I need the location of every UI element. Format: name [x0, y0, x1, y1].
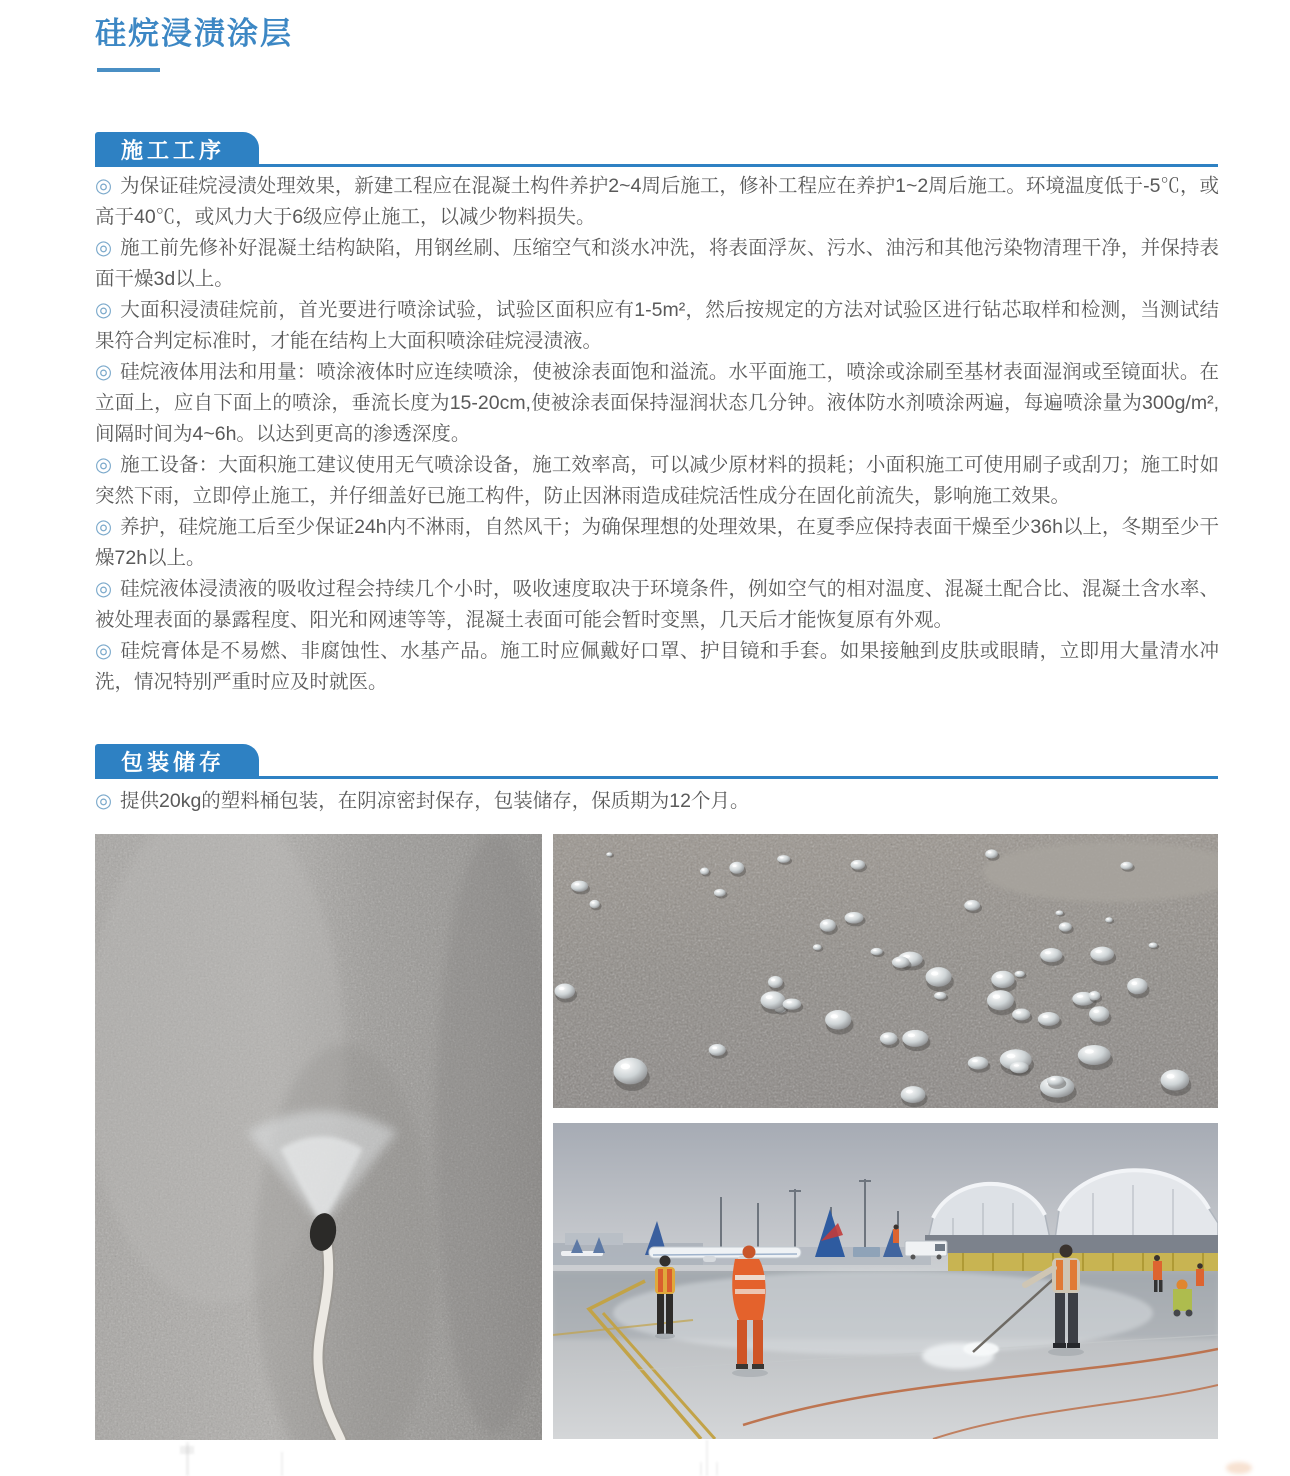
page-bleed-ghost [180, 1446, 194, 1454]
bullet-item [95, 295, 1219, 357]
bullet-item [95, 512, 1219, 574]
bullet-item [95, 450, 1219, 512]
bullet-icon: ◎ [95, 299, 113, 321]
photo-water-beading [553, 834, 1218, 1108]
bullet-icon: ◎ [95, 454, 113, 476]
page-title: 硅烷浸渍涂层 [95, 16, 293, 51]
bullet-text: 大面积浸渍硅烷前，首光要进行喷涂试验，试验区面积应有1-5m²，然后按规定的方法对试验区进行钻芯取样和检测，当测试结果符合判定标准时，才能在结构上大面积喷涂硅烷浸渍液。 [95, 299, 1220, 352]
packaging-storage-text [95, 786, 1219, 817]
section-rule [95, 776, 1218, 779]
bullet-item [95, 171, 1219, 233]
bullet-text: 施工设备：大面积施工建议使用无气喷涂设备，施工效率高，可以减少原材料的损耗；小面积施工可使用刷子或刮刀；施工时如突然下雨，立即停止施工，并仔细盖好已施工构件，防止因淋雨造成硅烷活性成分在固化前流失，影响施工效果。 [95, 454, 1219, 507]
bullet-text: 硅烷膏体是不易燃、非腐蚀性、水基产品。施工时应佩戴好口罩、护目镜和手套。如果接触到皮肤或眼睛，立即用大量清水冲洗，情况特别严重时应及时就医。 [95, 640, 1219, 693]
section-heading: 施工工序 [121, 138, 226, 163]
bullet-text: 提供20kg的塑料桶包装，在阴凉密封保存，包装储存，保质期为12个月。 [120, 790, 750, 812]
page-bleed-ghost [700, 1462, 718, 1476]
section-tab-construction-procedure [95, 132, 259, 167]
photo-airport-spraying [553, 1123, 1218, 1439]
bullet-icon: ◎ [95, 640, 113, 662]
bullet-icon: ◎ [95, 361, 113, 383]
bullet-text: 硅烷液体浸渍液的吸收过程会持续几个小时，吸收速度取决于环境条件，例如空气的相对温度、混凝土配合比、混凝土含水率、被处理表面的暴露程度、阳光和网速等等，混凝土表面可能会暂时变黑，几天后才能恢复原有外观。 [95, 578, 1219, 631]
section-rule [95, 164, 1218, 167]
section-tab-packaging-storage [95, 744, 259, 779]
bullet-text: 养护，硅烷施工后至少保证24h内不淋雨，自然风干；为确保理想的处理效果，在夏季应保持表面干燥至少36h以上，冬期至少干燥72h以上。 [95, 516, 1220, 569]
bullet-icon: ◎ [95, 578, 113, 600]
bullet-text: 施工前先修补好混凝土结构缺陷，用钢丝刷、压缩空气和淡水冲洗，将表面浮灰、污水、油污和其他污染物清理干净，并保持表面干燥3d以上。 [95, 237, 1219, 290]
bullet-item [95, 233, 1219, 295]
bullet-text: 为保证硅烷浸渍处理效果，新建工程应在混凝土构件养护2~4周后施工，修补工程应在养护1~2周后施工。环境温度低于-5℃，或高于40℃，或风力大于6级应停止施工，以减少物料损失。 [95, 175, 1219, 228]
section-heading: 包装储存 [121, 750, 226, 775]
bullet-icon: ◎ [95, 516, 113, 538]
construction-procedure-text [95, 171, 1219, 698]
photo-spray-application [95, 834, 542, 1440]
bullet-icon: ◎ [95, 237, 113, 259]
bullet-item [95, 357, 1219, 450]
bullet-item [95, 786, 1219, 817]
bullet-icon: ◎ [95, 175, 113, 197]
bullet-item [95, 574, 1219, 636]
bullet-icon: ◎ [95, 790, 113, 812]
page-bleed-ghost [281, 1452, 283, 1476]
page-bleed-ghost [1226, 1462, 1252, 1474]
bullet-text: 硅烷液体用法和用量：喷涂液体时应连续喷涂，使被涂表面饱和溢流。水平面施工，喷涂或涂刷至基材表面湿润或至镜面状。在立面上，应自下面上的喷涂，垂流长度为15-20cm,使被涂表面保持湿润状态几分钟。液体防水剂喷涂两遍，每遍喷涂量为300g/m²,间隔时间为4~6h。以达到更高的渗透深度。 [95, 361, 1219, 445]
title-underline [97, 68, 160, 72]
bullet-item [95, 636, 1219, 698]
